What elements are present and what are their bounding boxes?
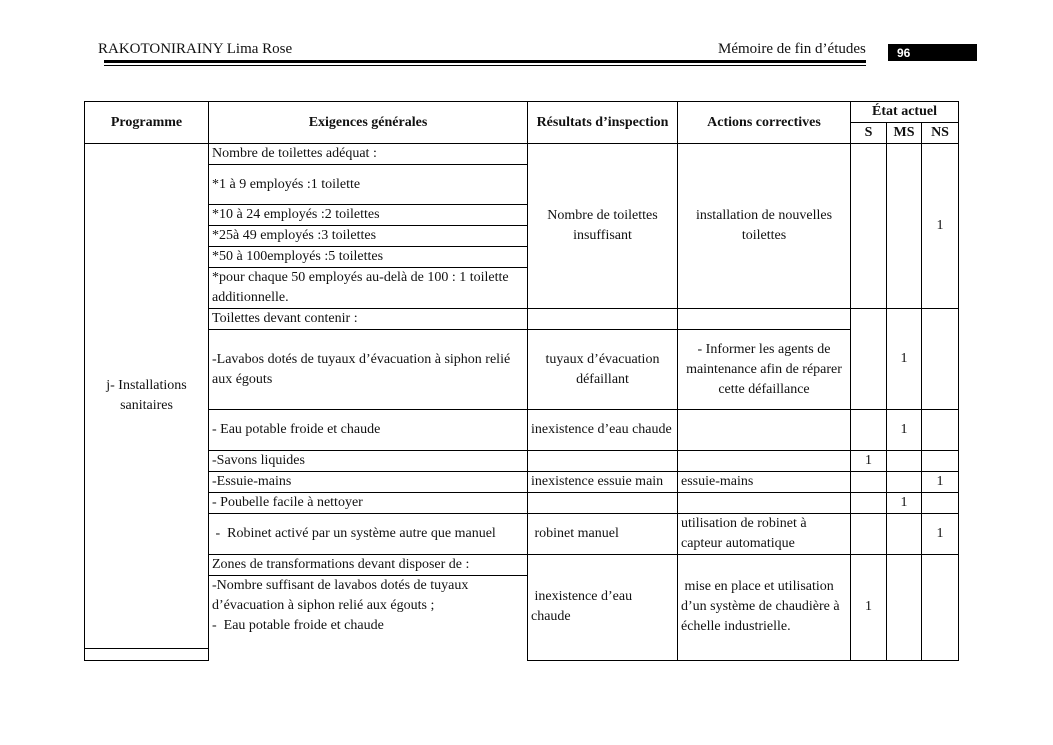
status-s-cell [851, 410, 887, 451]
header-rule-thin [104, 65, 866, 66]
header-ms: MS [887, 123, 922, 144]
header-ns: NS [922, 123, 959, 144]
action-cell: installation de nouvelles toilettes [678, 144, 851, 309]
requirement-cell: - Poubelle facile à nettoyer [209, 493, 528, 514]
status-ms-cell [887, 451, 922, 472]
requirement-cell: Zones de transformations devant disposer de : [209, 555, 528, 576]
requirement-cell: - Robinet activé par un système autre que manuel [209, 514, 528, 555]
header-etat-actuel: État actuel [851, 102, 959, 123]
requirement-cell: *1 à 9 employés :1 toilette [209, 165, 528, 205]
result-cell [528, 309, 678, 330]
action-cell: mise en place et utilisation d’un système de chaudière à échelle industrielle. [678, 555, 851, 661]
status-ns-cell: 1 [922, 514, 959, 555]
status-ms-cell [887, 144, 922, 309]
requirement-cell: *50 à 100employés :5 toilettes [209, 247, 528, 268]
status-s-cell: 1 [851, 555, 887, 661]
requirement-cell: -Essuie-mains [209, 472, 528, 493]
status-ns-cell [922, 309, 959, 410]
action-cell: utilisation de robinet à capteur automatique [678, 514, 851, 555]
status-s-cell: 1 [851, 451, 887, 472]
action-cell [678, 451, 851, 472]
requirement-filler [209, 636, 528, 648]
header-programme: Programme [85, 102, 209, 144]
result-cell: inexistence d’eau chaude [528, 410, 678, 451]
status-ms-cell [887, 555, 922, 661]
header-author: RAKOTONIRAINY Lima Rose [98, 41, 293, 57]
status-ms-cell: 1 [887, 410, 922, 451]
programme-cell: j- Installations sanitaires [85, 144, 209, 649]
status-ns-cell: 1 [922, 472, 959, 493]
action-cell: - Informer les agents de maintenance afin de réparer cette défaillance [678, 330, 851, 410]
header-document-title: Mémoire de fin d’études [718, 41, 866, 57]
requirement-cell: - Eau potable froide et chaude [209, 616, 528, 636]
status-s-cell [851, 514, 887, 555]
requirement-cell: *25à 49 employés :3 toilettes [209, 226, 528, 247]
requirement-cell: Toilettes devant contenir : [209, 309, 528, 330]
action-cell [678, 309, 851, 330]
status-ns-cell [922, 555, 959, 661]
status-ns-cell: 1 [922, 144, 959, 309]
requirement-cell: - Eau potable froide et chaude [209, 410, 528, 451]
header-rule-thick [104, 60, 866, 63]
requirement-cell: -Nombre suffisant de lavabos dotés de tuyaux d’évacuation à siphon relié aux égouts ; [209, 576, 528, 617]
requirement-cell: Nombre de toilettes adéquat : [209, 144, 528, 165]
page-number-badge: 96 [888, 44, 977, 61]
action-cell [678, 493, 851, 514]
status-ns-cell [922, 451, 959, 472]
result-cell [528, 451, 678, 472]
status-ns-cell [922, 410, 959, 451]
result-cell: Nombre de toilettes insuffisant [528, 144, 678, 309]
result-cell: inexistence essuie main [528, 472, 678, 493]
header-actions: Actions correctives [678, 102, 851, 144]
requirement-cell: *pour chaque 50 employés au-delà de 100 : 1 toilette additionnelle. [209, 268, 528, 309]
inspection-table [84, 101, 959, 661]
result-cell: inexistence d’eau chaude [528, 555, 678, 661]
result-cell: robinet manuel [528, 514, 678, 555]
status-ms-cell [887, 472, 922, 493]
status-s-cell [851, 144, 887, 309]
status-ms-cell: 1 [887, 493, 922, 514]
status-ms-cell: 1 [887, 309, 922, 410]
requirement-cell: -Lavabos dotés de tuyaux d’évacuation à siphon relié aux égouts [209, 330, 528, 410]
requirement-cell: *10 à 24 employés :2 toilettes [209, 205, 528, 226]
requirement-cell: -Savons liquides [209, 451, 528, 472]
status-s-cell [851, 493, 887, 514]
result-cell [528, 493, 678, 514]
header-exigences: Exigences générales [209, 102, 528, 144]
result-cell: tuyaux d’évacuation défaillant [528, 330, 678, 410]
action-cell: essuie-mains [678, 472, 851, 493]
status-ns-cell [922, 493, 959, 514]
requirement-filler [85, 648, 209, 660]
action-cell [678, 410, 851, 451]
status-s-cell [851, 472, 887, 493]
status-s-cell [851, 309, 887, 410]
status-ms-cell [887, 514, 922, 555]
header-s: S [851, 123, 887, 144]
header-resultats: Résultats d’inspection [528, 102, 678, 144]
